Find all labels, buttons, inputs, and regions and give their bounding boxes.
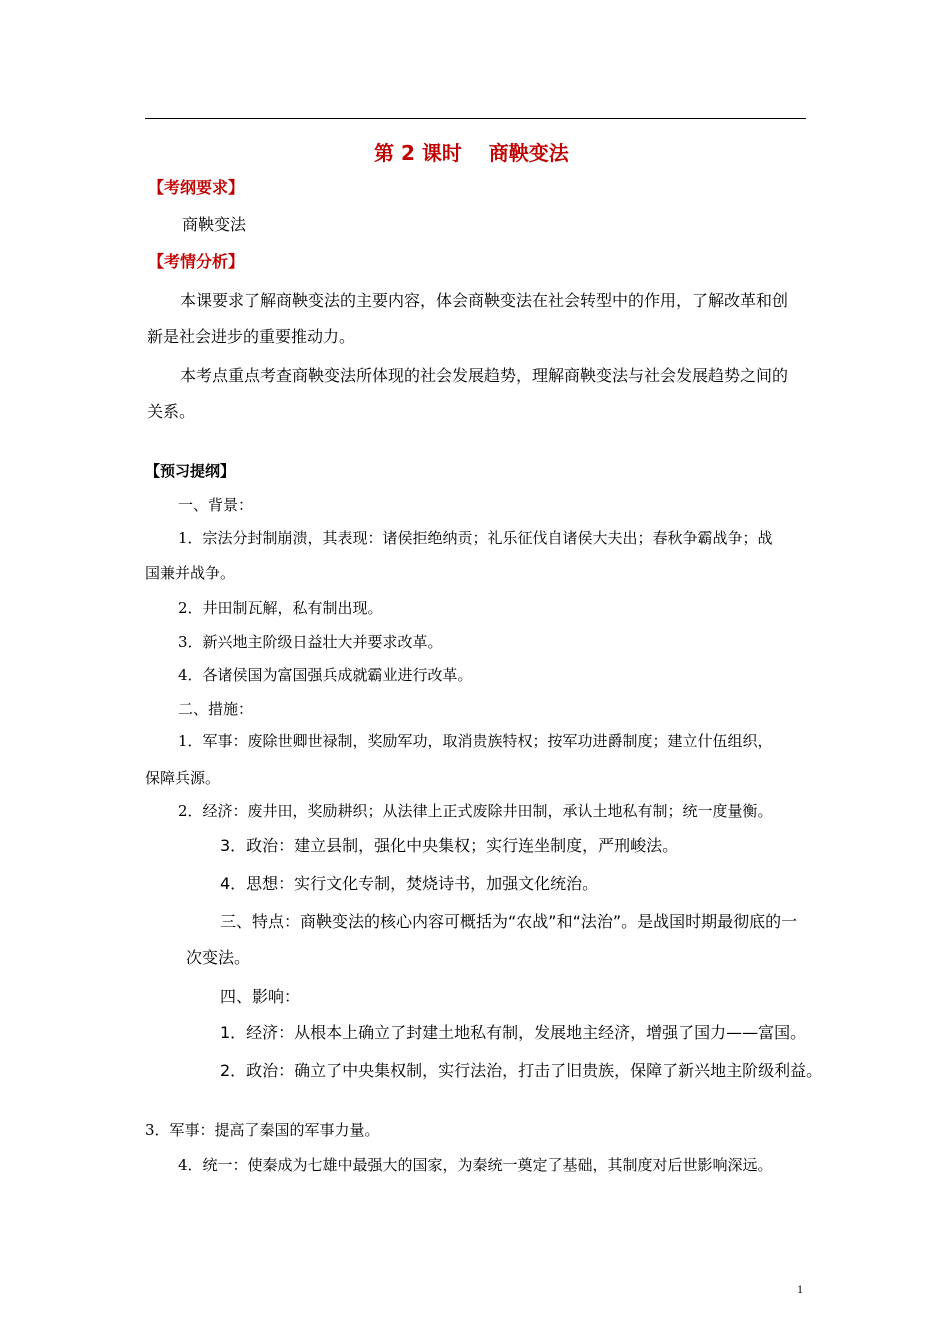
outline-measures-3: 3．政治：建立县制，强化中央集权；实行连坐制度，严刑峻法。 — [220, 836, 679, 855]
outline-background-1a: 1．宗法分封制崩溃，其表现：诸侯拒绝纳贡；礼乐征伐自诸侯大夫出；春秋争霸战争；战 — [178, 529, 773, 547]
analysis-p2-line2: 关系。 — [147, 402, 196, 421]
outline-impact-4: 4．统一：使秦成为七雄中最强大的国家，为秦统一奠定了基础，其制度对后世影响深远。 — [178, 1156, 773, 1174]
outline-background-4: 4．各诸侯国为富国强兵成就霸业进行改革。 — [178, 666, 473, 684]
outline-measures-1b: 保障兵源。 — [145, 769, 221, 787]
outline-measures-4: 4．思想：实行文化专制，焚烧诗书，加强文化统治。 — [220, 874, 599, 893]
outline-impact-heading: 四、影响： — [220, 987, 301, 1006]
outline-background-1b: 国兼并战争。 — [145, 564, 236, 582]
page-number: 1 — [797, 1282, 803, 1296]
analysis-heading: 【考情分析】 — [148, 252, 245, 271]
outline-impact-2: 2．政治：确立了中央集权制，实行法治，打击了旧贵族，保障了新兴地主阶级利益。 — [220, 1061, 823, 1080]
analysis-p1-line1: 本课要求了解商鞅变法的主要内容，体会商鞅变法在社会转型中的作用，了解改革和创 — [180, 291, 789, 310]
syllabus-item: 商鞅变法 — [182, 215, 247, 234]
outline-background-heading: 一、背景： — [178, 496, 254, 514]
outline-measures-2: 2．经济：废井田，奖励耕织；从法律上正式废除井田制，承认土地私有制；统一度量衡。 — [178, 802, 773, 820]
page-title: 第 2 课时 商鞅变法 — [374, 141, 569, 165]
header-rule — [145, 118, 806, 119]
outline-measures-1a: 1．军事：废除世卿世禄制，奖励军功，取消贵族特权；按军功进爵制度；建立什伍组织， — [178, 732, 773, 750]
outline-impact-1: 1．经济：从根本上确立了封建土地私有制，发展地主经济，增强了国力——富国。 — [220, 1023, 807, 1042]
analysis-p2-line1: 本考点重点考查商鞅变法所体现的社会发展趋势，理解商鞅变法与社会发展趋势之间的 — [180, 366, 789, 385]
outline-features-2: 次变法。 — [186, 948, 251, 967]
syllabus-heading: 【考纲要求】 — [148, 178, 245, 197]
outline-features-1: 三、特点：商鞅变法的核心内容可概括为“农战”和“法治”。是战国时期最彻底的一 — [220, 912, 798, 931]
outline-measures-heading: 二、措施： — [178, 700, 254, 718]
outline-heading: 【预习提纲】 — [145, 462, 236, 480]
outline-background-2: 2．井田制瓦解，私有制出现。 — [178, 599, 383, 617]
analysis-p1-line2: 新是社会进步的重要推动力。 — [147, 327, 356, 346]
outline-background-3: 3．新兴地主阶级日益壮大并要求改革。 — [178, 633, 443, 651]
outline-impact-3: 3．军事：提高了秦国的军事力量。 — [145, 1121, 380, 1139]
